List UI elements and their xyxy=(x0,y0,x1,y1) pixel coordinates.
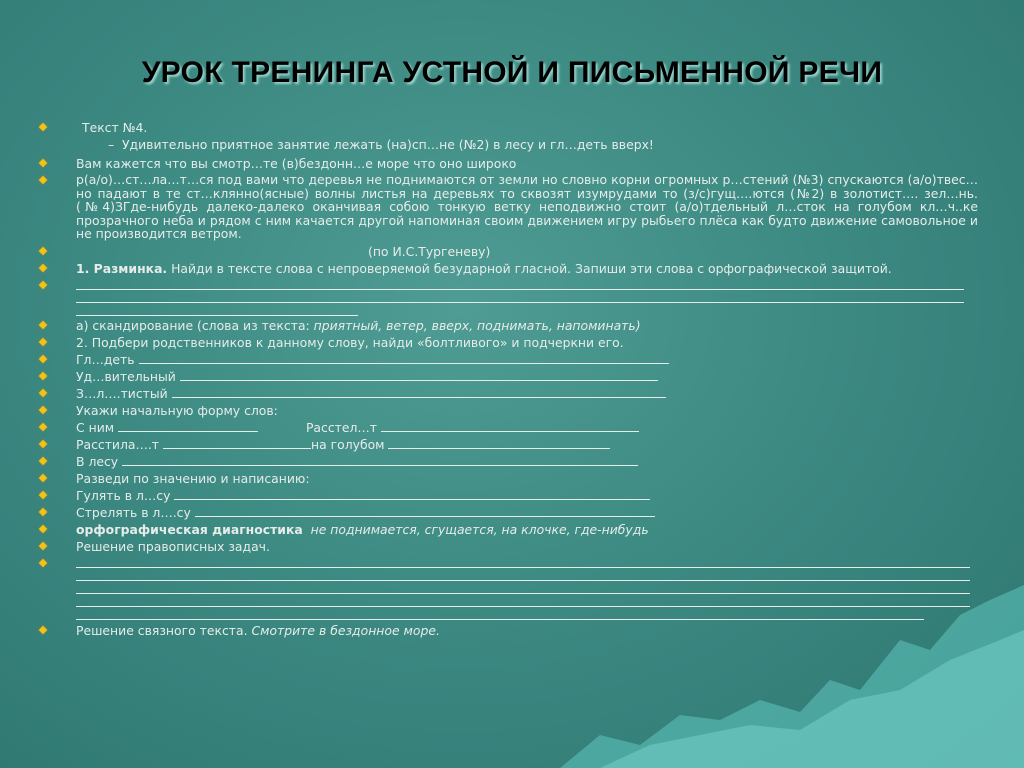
dash-icon: – xyxy=(108,137,115,152)
word-3: З…л….тистый xyxy=(76,385,168,401)
list-item xyxy=(38,505,978,520)
answer-line[interactable] xyxy=(76,278,964,290)
connected-italic: Смотрите в бездонное море. xyxy=(251,622,440,638)
form-3: В лесу xyxy=(76,453,119,469)
answer-line[interactable] xyxy=(122,454,638,466)
list-item xyxy=(38,522,978,537)
list-item xyxy=(38,318,978,333)
list-item xyxy=(38,352,978,367)
scan-label: а) скандирование (слова из текста: xyxy=(76,317,314,333)
sentence-1: Удивительно приятное занятие лежать (на)сп…не (№2) в лесу и гл…деть вверх! xyxy=(122,137,654,152)
list-item xyxy=(38,244,978,259)
dist-1: Гулять в л…су xyxy=(76,487,171,503)
bullet-icon xyxy=(39,524,47,532)
text-number: Текст №4. xyxy=(82,120,148,135)
bullet-icon xyxy=(39,422,47,430)
task-2: 2. Подбери родственников к данному слову, найди «болтливого» и подчеркни его. xyxy=(76,334,624,350)
warmup-text: Найди в тексте слова с непроверяемой безударной гласной. Запиши эти слова с орфографической защитой. xyxy=(171,260,892,276)
dist-2: Стрелять в л….су xyxy=(76,504,191,520)
list-item xyxy=(38,386,978,401)
form-1a: С ним xyxy=(76,419,115,435)
bullet-icon xyxy=(39,371,47,379)
bullet-icon xyxy=(39,388,47,396)
answer-line[interactable] xyxy=(139,352,669,364)
bullet-icon xyxy=(39,320,47,328)
list-item xyxy=(38,454,978,469)
list-item xyxy=(38,403,978,418)
diagnostics-heading: орфографическая диагностика xyxy=(76,521,303,537)
answer-line[interactable] xyxy=(388,437,610,449)
list-item xyxy=(38,156,978,171)
list-item xyxy=(38,420,978,435)
list-item xyxy=(38,471,978,486)
list-item xyxy=(38,120,978,135)
answer-line[interactable] xyxy=(174,488,650,500)
answer-lines xyxy=(38,556,978,620)
form-1b: Расстел…т xyxy=(305,419,378,435)
slide-title: УРОК ТРЕНИНГА УСТНОЙ И ПИСЬМЕННОЙ РЕЧИ xyxy=(141,56,883,89)
slide-content xyxy=(38,120,978,640)
bullet-icon xyxy=(39,159,47,167)
distinguish-task: Разведи по значению и написанию: xyxy=(76,470,310,486)
answer-line[interactable] xyxy=(76,304,358,316)
answer-line[interactable] xyxy=(76,608,924,620)
bullet-icon xyxy=(39,507,47,515)
bullet-icon xyxy=(39,541,47,549)
list-item xyxy=(38,623,978,638)
form-2a: Расстила….т xyxy=(76,436,160,452)
bullet-icon xyxy=(39,439,47,447)
answer-line[interactable] xyxy=(76,582,970,594)
answer-line[interactable] xyxy=(172,386,666,398)
bullet-icon xyxy=(39,263,47,271)
bullet-icon xyxy=(39,625,47,633)
initial-form-task: Укажи начальную форму слов: xyxy=(76,402,278,418)
list-item xyxy=(38,261,978,276)
list-item xyxy=(38,335,978,350)
word-2: Уд…вительный xyxy=(76,368,176,384)
list-item xyxy=(38,488,978,503)
paragraph-text: р(а/о)…ст…ла…т…ся под вами что деревья не поднимаются от земли но словно корни огромных р…стений (№3) спускаются (а/о)твес…но падают в те ст…клянно(ясные) волны листья на деревьях то сквозят изумрудами то (з/с)гущ….ются (№2) в золотист…. зел…нь. (№4)ЗГде-нибудь далеко-далеко оканчивая собою тонкую ветку неподвижно стоит (а/о)тдельный л…сток на голубом кл…ч..ке прозрачного неба и рядом с ним качается другой напоминая своим движением игру рыбьего плёса как будто движение самовольное и не производится ветром. xyxy=(76,172,978,241)
bullet-icon xyxy=(39,354,47,362)
bullet-icon xyxy=(39,490,47,498)
answer-line[interactable] xyxy=(163,437,311,449)
bullet-icon xyxy=(39,558,47,566)
attribution: (по И.С.Тургеневу) xyxy=(368,243,491,259)
scan-words: приятный, ветер, вверх, поднимать, напоминать) xyxy=(313,317,641,333)
answer-line[interactable] xyxy=(180,369,658,381)
answer-lines xyxy=(38,278,978,316)
answer-line[interactable] xyxy=(195,505,655,517)
answer-line[interactable] xyxy=(76,569,970,581)
connected-label: Решение связного текста. xyxy=(76,622,252,638)
bullet-icon xyxy=(39,473,47,481)
bullet-icon xyxy=(39,246,47,254)
list-item xyxy=(38,437,978,452)
bullet-icon xyxy=(39,123,47,131)
word-1: Гл…деть xyxy=(76,351,135,367)
bullet-icon xyxy=(39,405,47,413)
sentence-2: Вам кажется что вы смотр…те (в)бездонн…е море что оно широко xyxy=(76,156,517,171)
bullet-icon xyxy=(39,337,47,345)
answer-line[interactable] xyxy=(118,420,258,432)
bullet-icon xyxy=(39,280,47,288)
answer-line[interactable] xyxy=(381,420,639,432)
bullet-icon xyxy=(39,176,47,184)
diagnostics-words: не поднимается, сгущается, на клочке, где-нибудь xyxy=(310,521,649,537)
answer-line[interactable] xyxy=(76,291,964,303)
list-item xyxy=(38,137,978,152)
list-item xyxy=(38,173,978,241)
form-2b: на голубом xyxy=(310,436,385,452)
solve-task: Решение правописных задач. xyxy=(76,538,270,554)
answer-line[interactable] xyxy=(76,556,970,568)
answer-line[interactable] xyxy=(76,595,970,607)
warmup-heading: 1. Разминка. xyxy=(76,260,168,276)
list-item xyxy=(38,369,978,384)
list-item xyxy=(38,539,978,554)
bullet-icon xyxy=(39,456,47,464)
